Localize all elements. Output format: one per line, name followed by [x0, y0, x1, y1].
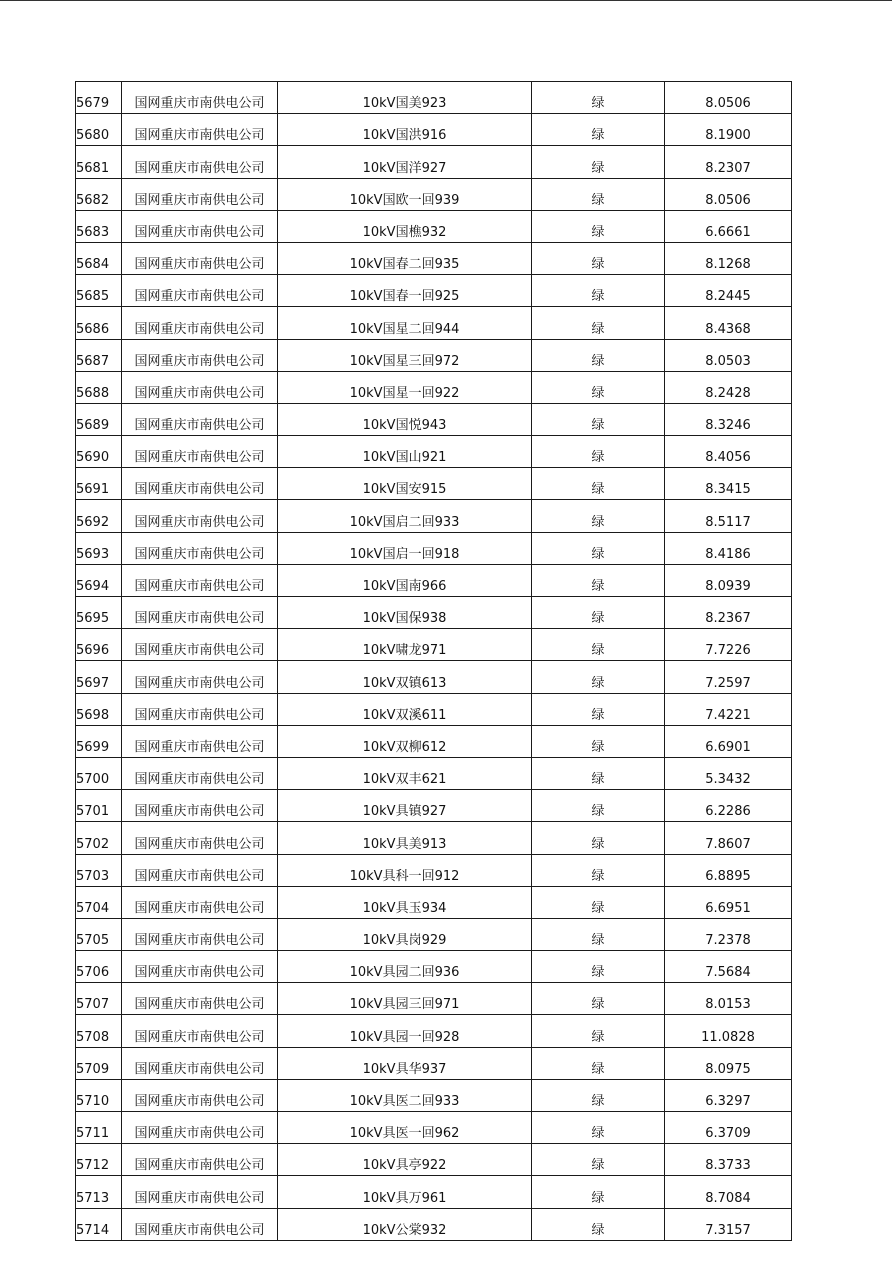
- value-cell: 6.6661: [665, 210, 792, 242]
- company-cell: 国网重庆市南供电公司: [122, 1015, 278, 1047]
- table-row: [76, 822, 792, 854]
- line-name-cell: 10kV国洋927: [278, 146, 532, 178]
- line-name-cell: 10kV国启一回918: [278, 532, 532, 564]
- color-grade-cell: 绿: [532, 629, 665, 661]
- row-number-cell: 5708: [76, 1015, 122, 1047]
- table-row: [76, 307, 792, 339]
- value-cell: 8.0506: [665, 82, 792, 114]
- row-number-cell: 5679: [76, 82, 122, 114]
- value-cell: 8.3246: [665, 403, 792, 435]
- company-cell: 国网重庆市南供电公司: [122, 597, 278, 629]
- line-name-cell: 10kV国欧一回939: [278, 178, 532, 210]
- row-number-cell: 5692: [76, 500, 122, 532]
- value-cell: 7.5684: [665, 951, 792, 983]
- table-row: [76, 693, 792, 725]
- data-table: [75, 81, 792, 1241]
- line-name-cell: 10kV国春一回925: [278, 275, 532, 307]
- line-name-cell: 10kV具镇927: [278, 790, 532, 822]
- color-grade-cell: 绿: [532, 339, 665, 371]
- company-cell: 国网重庆市南供电公司: [122, 854, 278, 886]
- value-cell: 8.4368: [665, 307, 792, 339]
- value-cell: 8.0153: [665, 983, 792, 1015]
- row-number-cell: 5711: [76, 1112, 122, 1144]
- table-row: [76, 114, 792, 146]
- row-number-cell: 5714: [76, 1208, 122, 1240]
- table-row: [76, 242, 792, 274]
- table-row: [76, 468, 792, 500]
- company-cell: 国网重庆市南供电公司: [122, 468, 278, 500]
- row-number-cell: 5696: [76, 629, 122, 661]
- table-row: [76, 146, 792, 178]
- value-cell: 8.2367: [665, 597, 792, 629]
- company-cell: 国网重庆市南供电公司: [122, 242, 278, 274]
- color-grade-cell: 绿: [532, 918, 665, 950]
- table-row: [76, 500, 792, 532]
- line-name-cell: 10kV国保938: [278, 597, 532, 629]
- row-number-cell: 5683: [76, 210, 122, 242]
- company-cell: 国网重庆市南供电公司: [122, 82, 278, 114]
- table-row: [76, 275, 792, 307]
- row-number-cell: 5704: [76, 886, 122, 918]
- value-cell: 7.2378: [665, 918, 792, 950]
- table-row: [76, 1015, 792, 1047]
- company-cell: 国网重庆市南供电公司: [122, 1112, 278, 1144]
- row-number-cell: 5700: [76, 757, 122, 789]
- table-row: [76, 1144, 792, 1176]
- company-cell: 国网重庆市南供电公司: [122, 178, 278, 210]
- company-cell: 国网重庆市南供电公司: [122, 436, 278, 468]
- color-grade-cell: 绿: [532, 1144, 665, 1176]
- color-grade-cell: 绿: [532, 951, 665, 983]
- row-number-cell: 5681: [76, 146, 122, 178]
- color-grade-cell: 绿: [532, 1208, 665, 1240]
- color-grade-cell: 绿: [532, 146, 665, 178]
- company-cell: 国网重庆市南供电公司: [122, 210, 278, 242]
- company-cell: 国网重庆市南供电公司: [122, 146, 278, 178]
- row-number-cell: 5688: [76, 371, 122, 403]
- color-grade-cell: 绿: [532, 210, 665, 242]
- line-name-cell: 10kV国山921: [278, 436, 532, 468]
- value-cell: 8.3415: [665, 468, 792, 500]
- company-cell: 国网重庆市南供电公司: [122, 725, 278, 757]
- value-cell: 6.6951: [665, 886, 792, 918]
- value-cell: 6.6901: [665, 725, 792, 757]
- line-name-cell: 10kV双柳612: [278, 725, 532, 757]
- color-grade-cell: 绿: [532, 822, 665, 854]
- line-name-cell: 10kV国星一回922: [278, 371, 532, 403]
- line-name-cell: 10kV国樵932: [278, 210, 532, 242]
- row-number-cell: 5712: [76, 1144, 122, 1176]
- table-row: [76, 564, 792, 596]
- company-cell: 国网重庆市南供电公司: [122, 114, 278, 146]
- company-cell: 国网重庆市南供电公司: [122, 1079, 278, 1111]
- company-cell: 国网重庆市南供电公司: [122, 532, 278, 564]
- value-cell: 8.7084: [665, 1176, 792, 1208]
- company-cell: 国网重庆市南供电公司: [122, 1047, 278, 1079]
- value-cell: 6.3297: [665, 1079, 792, 1111]
- line-name-cell: 10kV国启二回933: [278, 500, 532, 532]
- table-row: [76, 1047, 792, 1079]
- color-grade-cell: 绿: [532, 500, 665, 532]
- table-row: [76, 790, 792, 822]
- row-number-cell: 5687: [76, 339, 122, 371]
- row-number-cell: 5691: [76, 468, 122, 500]
- table-row: [76, 82, 792, 114]
- color-grade-cell: 绿: [532, 371, 665, 403]
- row-number-cell: 5689: [76, 403, 122, 435]
- color-grade-cell: 绿: [532, 532, 665, 564]
- color-grade-cell: 绿: [532, 790, 665, 822]
- page-top-rule: [0, 0, 892, 1]
- table-row: [76, 983, 792, 1015]
- color-grade-cell: 绿: [532, 1015, 665, 1047]
- value-cell: 6.2286: [665, 790, 792, 822]
- color-grade-cell: 绿: [532, 178, 665, 210]
- line-name-cell: 10kV具美913: [278, 822, 532, 854]
- row-number-cell: 5707: [76, 983, 122, 1015]
- value-cell: 8.1268: [665, 242, 792, 274]
- line-name-cell: 10kV双丰621: [278, 757, 532, 789]
- value-cell: 7.2597: [665, 661, 792, 693]
- row-number-cell: 5697: [76, 661, 122, 693]
- company-cell: 国网重庆市南供电公司: [122, 661, 278, 693]
- table-row: [76, 757, 792, 789]
- color-grade-cell: 绿: [532, 1176, 665, 1208]
- row-number-cell: 5713: [76, 1176, 122, 1208]
- color-grade-cell: 绿: [532, 693, 665, 725]
- table-row: [76, 1176, 792, 1208]
- value-cell: 8.4056: [665, 436, 792, 468]
- line-name-cell: 10kV具科一回912: [278, 854, 532, 886]
- table-row: [76, 597, 792, 629]
- company-cell: 国网重庆市南供电公司: [122, 275, 278, 307]
- line-name-cell: 10kV具园一回928: [278, 1015, 532, 1047]
- line-name-cell: 10kV国安915: [278, 468, 532, 500]
- value-cell: 6.8895: [665, 854, 792, 886]
- value-cell: 8.3733: [665, 1144, 792, 1176]
- company-cell: 国网重庆市南供电公司: [122, 757, 278, 789]
- color-grade-cell: 绿: [532, 564, 665, 596]
- color-grade-cell: 绿: [532, 661, 665, 693]
- row-number-cell: 5685: [76, 275, 122, 307]
- line-name-cell: 10kV具医一回962: [278, 1112, 532, 1144]
- row-number-cell: 5703: [76, 854, 122, 886]
- color-grade-cell: 绿: [532, 983, 665, 1015]
- value-cell: 8.2428: [665, 371, 792, 403]
- line-name-cell: 10kV具园二回936: [278, 951, 532, 983]
- value-cell: 7.4221: [665, 693, 792, 725]
- company-cell: 国网重庆市南供电公司: [122, 1144, 278, 1176]
- color-grade-cell: 绿: [532, 275, 665, 307]
- color-grade-cell: 绿: [532, 725, 665, 757]
- company-cell: 国网重庆市南供电公司: [122, 403, 278, 435]
- row-number-cell: 5705: [76, 918, 122, 950]
- table-row: [76, 371, 792, 403]
- line-name-cell: 10kV国春二回935: [278, 242, 532, 274]
- color-grade-cell: 绿: [532, 114, 665, 146]
- company-cell: 国网重庆市南供电公司: [122, 918, 278, 950]
- row-number-cell: 5702: [76, 822, 122, 854]
- row-number-cell: 5680: [76, 114, 122, 146]
- table-row: [76, 339, 792, 371]
- line-name-cell: 10kV啸龙971: [278, 629, 532, 661]
- company-cell: 国网重庆市南供电公司: [122, 822, 278, 854]
- line-name-cell: 10kV具医二回933: [278, 1079, 532, 1111]
- value-cell: 11.0828: [665, 1015, 792, 1047]
- value-cell: 5.3432: [665, 757, 792, 789]
- row-number-cell: 5682: [76, 178, 122, 210]
- line-name-cell: 10kV国洪916: [278, 114, 532, 146]
- row-number-cell: 5694: [76, 564, 122, 596]
- company-cell: 国网重庆市南供电公司: [122, 564, 278, 596]
- value-cell: 8.0975: [665, 1047, 792, 1079]
- row-number-cell: 5695: [76, 597, 122, 629]
- color-grade-cell: 绿: [532, 403, 665, 435]
- row-number-cell: 5690: [76, 436, 122, 468]
- color-grade-cell: 绿: [532, 1079, 665, 1111]
- line-name-cell: 10kV公棠932: [278, 1208, 532, 1240]
- table-row: [76, 532, 792, 564]
- line-name-cell: 10kV双溪611: [278, 693, 532, 725]
- value-cell: 7.3157: [665, 1208, 792, 1240]
- value-cell: 8.2445: [665, 275, 792, 307]
- company-cell: 国网重庆市南供电公司: [122, 693, 278, 725]
- row-number-cell: 5709: [76, 1047, 122, 1079]
- table-row: [76, 210, 792, 242]
- table-row: [76, 403, 792, 435]
- company-cell: 国网重庆市南供电公司: [122, 886, 278, 918]
- line-name-cell: 10kV具园三回971: [278, 983, 532, 1015]
- color-grade-cell: 绿: [532, 307, 665, 339]
- row-number-cell: 5706: [76, 951, 122, 983]
- table-row: [76, 178, 792, 210]
- line-name-cell: 10kV具玉934: [278, 886, 532, 918]
- table-body: [76, 82, 792, 1241]
- table-row: [76, 1112, 792, 1144]
- value-cell: 7.7226: [665, 629, 792, 661]
- table-row: [76, 886, 792, 918]
- color-grade-cell: 绿: [532, 82, 665, 114]
- company-cell: 国网重庆市南供电公司: [122, 1176, 278, 1208]
- row-number-cell: 5698: [76, 693, 122, 725]
- color-grade-cell: 绿: [532, 854, 665, 886]
- value-cell: 8.1900: [665, 114, 792, 146]
- table-row: [76, 854, 792, 886]
- row-number-cell: 5699: [76, 725, 122, 757]
- color-grade-cell: 绿: [532, 468, 665, 500]
- color-grade-cell: 绿: [532, 436, 665, 468]
- company-cell: 国网重庆市南供电公司: [122, 629, 278, 661]
- table-row: [76, 661, 792, 693]
- value-cell: 8.0506: [665, 178, 792, 210]
- value-cell: 8.0939: [665, 564, 792, 596]
- table-row: [76, 1079, 792, 1111]
- value-cell: 7.8607: [665, 822, 792, 854]
- value-cell: 8.5117: [665, 500, 792, 532]
- line-name-cell: 10kV具华937: [278, 1047, 532, 1079]
- line-name-cell: 10kV国悦943: [278, 403, 532, 435]
- color-grade-cell: 绿: [532, 757, 665, 789]
- row-number-cell: 5710: [76, 1079, 122, 1111]
- color-grade-cell: 绿: [532, 1112, 665, 1144]
- table-row: [76, 629, 792, 661]
- color-grade-cell: 绿: [532, 886, 665, 918]
- line-name-cell: 10kV具岗929: [278, 918, 532, 950]
- line-name-cell: 10kV国南966: [278, 564, 532, 596]
- value-cell: 6.3709: [665, 1112, 792, 1144]
- row-number-cell: 5684: [76, 242, 122, 274]
- company-cell: 国网重庆市南供电公司: [122, 339, 278, 371]
- line-name-cell: 10kV具亭922: [278, 1144, 532, 1176]
- table-row: [76, 725, 792, 757]
- value-cell: 8.2307: [665, 146, 792, 178]
- value-cell: 8.4186: [665, 532, 792, 564]
- company-cell: 国网重庆市南供电公司: [122, 951, 278, 983]
- company-cell: 国网重庆市南供电公司: [122, 371, 278, 403]
- line-name-cell: 10kV国星二回944: [278, 307, 532, 339]
- color-grade-cell: 绿: [532, 1047, 665, 1079]
- line-name-cell: 10kV双镇613: [278, 661, 532, 693]
- table-row: [76, 436, 792, 468]
- value-cell: 8.0503: [665, 339, 792, 371]
- row-number-cell: 5693: [76, 532, 122, 564]
- row-number-cell: 5701: [76, 790, 122, 822]
- line-name-cell: 10kV国美923: [278, 82, 532, 114]
- company-cell: 国网重庆市南供电公司: [122, 500, 278, 532]
- company-cell: 国网重庆市南供电公司: [122, 307, 278, 339]
- line-name-cell: 10kV具万961: [278, 1176, 532, 1208]
- table-row: [76, 1208, 792, 1240]
- table-row: [76, 951, 792, 983]
- company-cell: 国网重庆市南供电公司: [122, 790, 278, 822]
- color-grade-cell: 绿: [532, 597, 665, 629]
- company-cell: 国网重庆市南供电公司: [122, 1208, 278, 1240]
- company-cell: 国网重庆市南供电公司: [122, 983, 278, 1015]
- line-name-cell: 10kV国星三回972: [278, 339, 532, 371]
- color-grade-cell: 绿: [532, 242, 665, 274]
- row-number-cell: 5686: [76, 307, 122, 339]
- table-row: [76, 918, 792, 950]
